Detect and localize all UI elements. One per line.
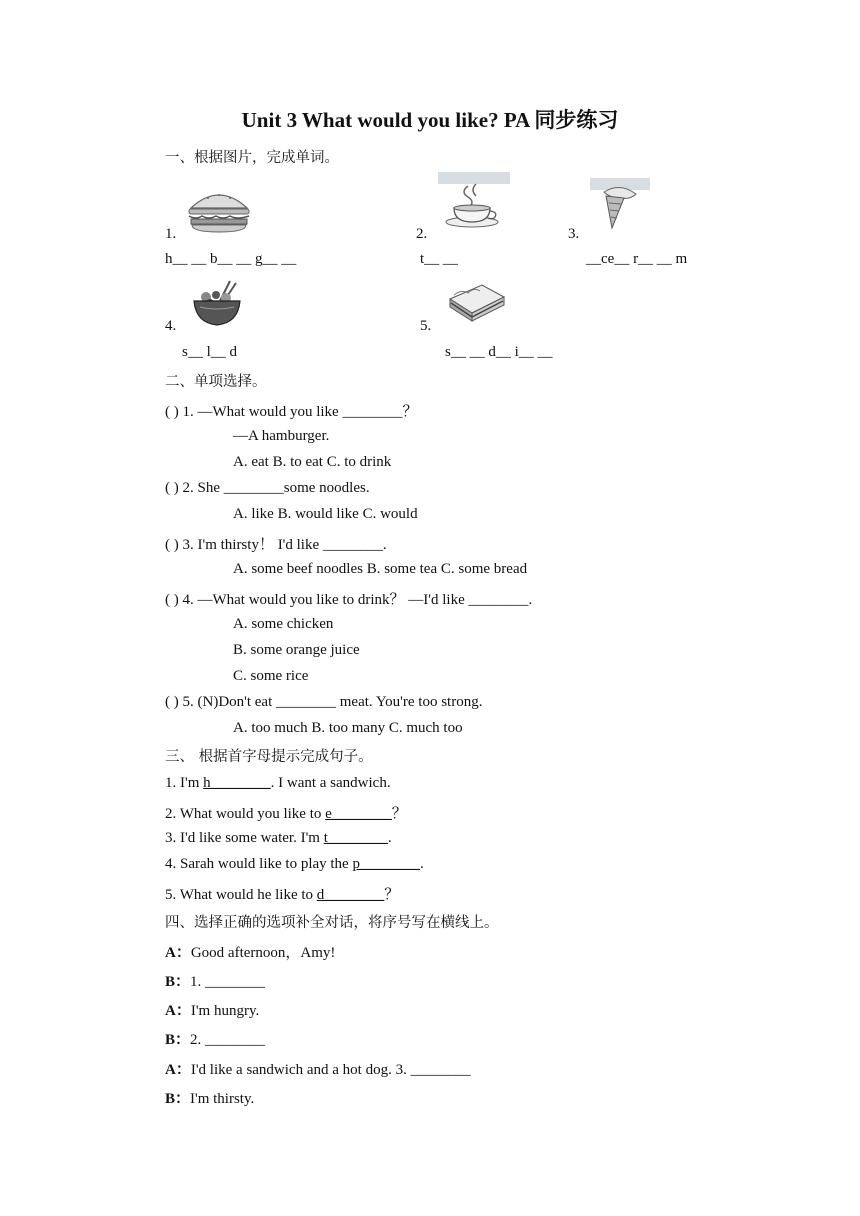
- word-item-number: 1.: [165, 226, 177, 242]
- dialog-text: I'm hungry.: [190, 1003, 260, 1019]
- letter-hint-blank: d________: [316, 887, 385, 903]
- speaker-label: A：: [165, 1062, 191, 1078]
- sentence-item: [165, 883, 399, 904]
- letter-hint-blank: t________: [323, 830, 388, 846]
- question-stem: ( ) 5. (N)Don't eat ________ meat. You're too strong.: [165, 694, 483, 710]
- salad-icon: [190, 279, 244, 329]
- question-options: A. too much B. too many C. much too: [233, 720, 463, 736]
- page-title: Unit 3 What would you like? PA 同步练习: [241, 108, 619, 132]
- sentence-text: 3. I'd like some water. I'm: [165, 830, 324, 846]
- dialog-line: [165, 970, 265, 991]
- question-stem: ( ) 2. She ________some noodles.: [165, 480, 370, 496]
- section1-heading: 一、根据图片，完成单词。: [165, 150, 339, 166]
- question-stem: ( ) 1. —What would you like ________？: [165, 404, 418, 420]
- speaker-label: A：: [165, 945, 191, 961]
- dialog-text: I'm thirsty.: [190, 1091, 255, 1107]
- speaker-label: B：: [165, 974, 191, 990]
- sentence-text: 2. What would you like to: [165, 806, 326, 822]
- dialog-line: [165, 1058, 471, 1079]
- sentence-text: 4. Sarah would like to play the: [165, 856, 353, 872]
- dialog-line: [165, 1028, 265, 1049]
- word-blank: s__ l__ d: [182, 344, 238, 360]
- question-option: A. some chicken: [233, 616, 334, 632]
- word-item-number: 3.: [568, 226, 580, 242]
- word-blank: h__ __ b__ __ g__ __: [165, 251, 297, 267]
- word-blank: __ce__ r__ __ m: [586, 251, 688, 267]
- letter-hint-blank: p________: [352, 856, 420, 872]
- word-item-number: 2.: [416, 226, 428, 242]
- sentence-text: 1. I'm: [165, 775, 204, 791]
- speaker-label: B：: [165, 1091, 191, 1107]
- dialog-line: [165, 1087, 254, 1108]
- dialog-text: Good afternoon，Amy!: [190, 945, 336, 961]
- ice-cream-icon: [590, 178, 650, 232]
- word-blank: t__ __: [420, 251, 458, 267]
- word-item-number: 4.: [165, 318, 177, 334]
- sentence-item: [165, 856, 424, 873]
- section4-heading: 四、选择正确的选项补全对话，将序号写在横线上。: [165, 915, 499, 931]
- word-blank: s__ __ d__ i__ __: [445, 344, 553, 360]
- question-options: A. like B. would like C. would: [233, 506, 418, 522]
- tea-cup-icon: [438, 172, 510, 230]
- sandwich-icon: [446, 281, 508, 327]
- question-stem: ( ) 3. I'm thirsty！ I'd like ________.: [165, 537, 387, 553]
- word-item-number: 5.: [420, 318, 432, 334]
- dialog-text: 2. ________: [190, 1032, 266, 1048]
- sentence-text: ？: [391, 806, 407, 822]
- dialog-line: [165, 999, 259, 1020]
- sentence-text: ？: [384, 887, 400, 903]
- section2-heading: 二、单项选择。: [165, 374, 267, 390]
- sentence-item: [165, 775, 391, 792]
- question-option: B. some orange juice: [233, 642, 360, 658]
- letter-hint-blank: e________: [325, 806, 392, 822]
- question-stem: ( ) 4. —What would you like to drink？ —I'd like ________.: [165, 592, 533, 608]
- hamburger-icon: [186, 186, 252, 234]
- sentence-text: . I want a sandwich.: [270, 775, 391, 791]
- question-option: C. some rice: [233, 668, 309, 684]
- dialog-text: 1. ________: [190, 974, 266, 990]
- speaker-label: A：: [165, 1003, 191, 1019]
- section3-heading: 三、 根据首字母提示完成句子。: [165, 749, 373, 765]
- sentence-item: [165, 802, 407, 823]
- sentence-text: .: [419, 856, 424, 872]
- question-options: A. some beef noodles B. some tea C. some bread: [233, 561, 528, 577]
- sentence-item: [165, 830, 392, 847]
- dialog-line: [165, 941, 335, 962]
- letter-hint-blank: h________: [203, 775, 271, 791]
- speaker-label: B：: [165, 1032, 191, 1048]
- sentence-text: .: [387, 830, 392, 846]
- sentence-text: 5. What would he like to: [165, 887, 317, 903]
- question-line: —A hamburger.: [233, 428, 330, 444]
- dialog-text: I'd like a sandwich and a hot dog. 3. ________: [190, 1062, 471, 1078]
- question-options: A. eat B. to eat C. to drink: [233, 454, 392, 470]
